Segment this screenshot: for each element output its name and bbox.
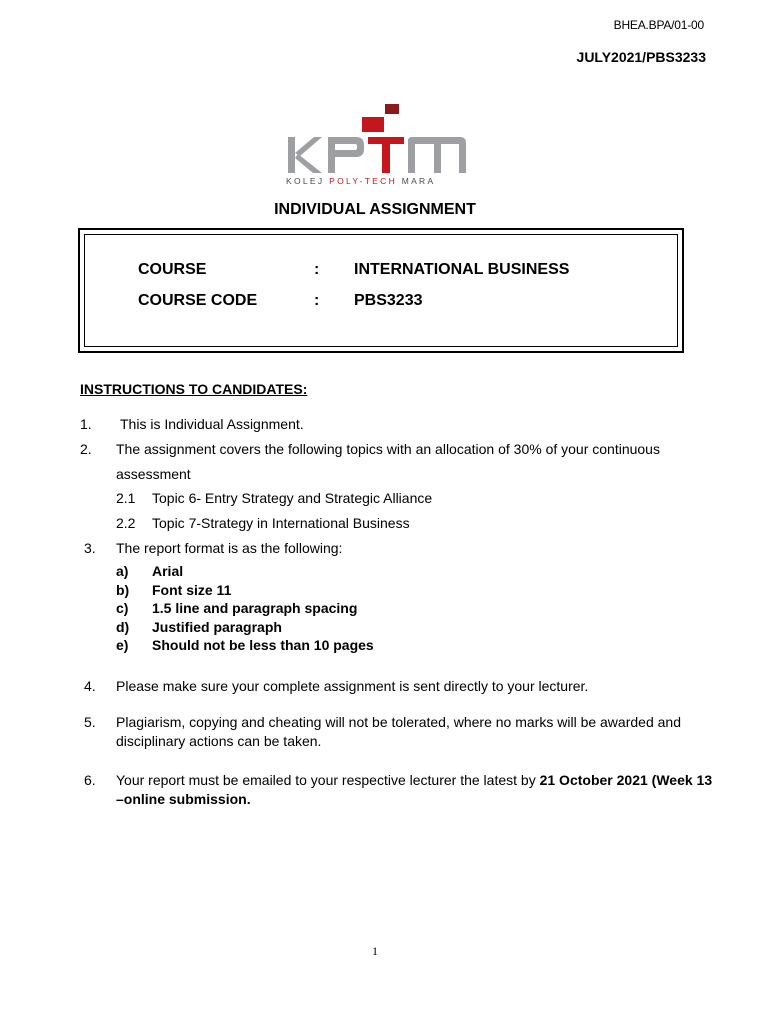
item-2-text-line1: The assignment covers the following topics with an allocation of 30% of your continuous: [116, 441, 660, 457]
format-item: d) Justified paragraph: [116, 618, 282, 635]
item-4-text: Please make sure your complete assignment is sent directly to your lecturer.: [116, 678, 589, 694]
course-colon: :: [314, 261, 320, 278]
course-value: INTERNATIONAL BUSINESS: [354, 261, 570, 278]
item-1-number: 1.: [80, 416, 92, 432]
item-3-number: 3.: [84, 540, 96, 556]
report-format-list: [116, 563, 374, 656]
format-item: e) Should not be less than 10 pages: [116, 637, 374, 654]
logo-tagline: KOLEJ POLY-TECH MARA: [286, 176, 436, 186]
exam-code: JULY2021/PBS3233: [576, 49, 706, 65]
item-2-2-number: 2.2: [116, 515, 136, 531]
item-2-1-number: 2.1: [116, 490, 136, 506]
item-4-number: 4.: [84, 678, 96, 694]
item-2-number: 2.: [80, 441, 92, 457]
item-1-text: This is Individual Assignment.: [120, 416, 304, 432]
course-info-box: [78, 228, 684, 353]
kptm-logo: [284, 103, 470, 187]
item-6-number: 6.: [84, 772, 96, 788]
item-2-2-text: Topic 7-Strategy in International Business: [152, 515, 410, 531]
instructions-heading: INSTRUCTIONS TO CANDIDATES:: [80, 381, 308, 397]
document-code: BHEA.BPA/01-00: [613, 18, 704, 32]
item-3-text: The report format is as the following:: [116, 540, 343, 556]
course-code-colon: :: [314, 292, 320, 309]
course-code-value: PBS3233: [354, 292, 423, 309]
item-6-text-line1: Your report must be emailed to your respective lecturer the latest by 21 October 2021 (Week 13: [116, 772, 713, 788]
course-label: COURSE: [138, 261, 207, 278]
format-item: a) Arial: [116, 563, 184, 579]
page-number: 1: [372, 944, 378, 958]
item-2-text-line2: assessment: [116, 466, 191, 482]
item-5-number: 5.: [84, 714, 96, 730]
course-info-box-inner-border: [84, 234, 678, 347]
item-2-1-text: Topic 6- Entry Strategy and Strategic Alliance: [152, 490, 433, 506]
course-code-label: COURSE CODE: [138, 292, 258, 309]
format-item: c) 1.5 line and paragraph spacing: [116, 600, 358, 617]
item-5-text-line2: disciplinary actions can be taken.: [116, 733, 322, 749]
format-item: b) Font size 11: [116, 581, 232, 598]
item-5-text-line1: Plagiarism, copying and cheating will not be tolerated, where no marks will be awarded and: [116, 714, 681, 730]
item-6-text-line2: –online submission.: [116, 791, 251, 807]
document-title: INDIVIDUAL ASSIGNMENT: [274, 201, 476, 218]
